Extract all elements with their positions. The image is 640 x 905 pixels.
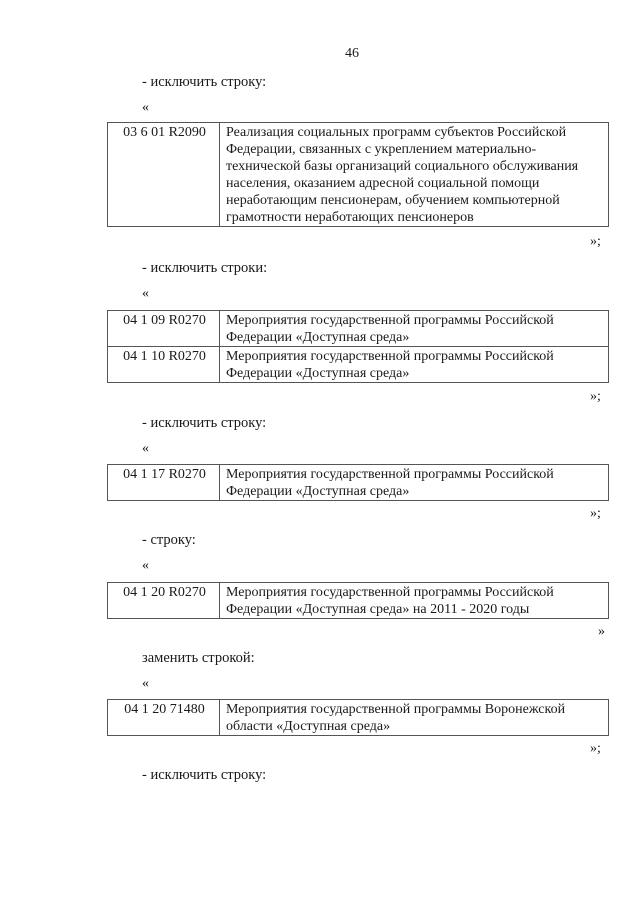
close-quote: »; xyxy=(590,741,601,756)
open-quote: « xyxy=(142,558,149,573)
budget-code: 04 1 20 R0270 xyxy=(108,583,220,619)
budget-table xyxy=(107,122,609,227)
table-row xyxy=(108,347,609,383)
close-quote: »; xyxy=(590,506,601,521)
instruction-exclude-row: - исключить строку: xyxy=(142,415,267,431)
budget-code: 03 6 01 R2090 xyxy=(108,123,220,227)
budget-description: Мероприятия государственной программы Российской Федерации «Доступная среда» xyxy=(220,311,609,347)
close-quote: »; xyxy=(590,234,601,249)
table-row xyxy=(108,123,609,227)
budget-description: Реализация социальных программ субъектов Российской Федерации, связанных с укреплением материально-технической базы организаций социального обслуживания населения, оказанием адресной социальной помощи неработающим пенсионерам, обучением компьютерной грамотности неработающих пенсионеров xyxy=(220,123,609,227)
open-quote: « xyxy=(142,676,149,691)
budget-code: 04 1 17 R0270 xyxy=(108,465,220,501)
table-row xyxy=(108,465,609,501)
instruction-exclude-rows: - исключить строки: xyxy=(142,260,268,276)
budget-code: 04 1 09 R0270 xyxy=(108,311,220,347)
page-number: 46 xyxy=(345,46,359,61)
budget-table xyxy=(107,464,609,501)
budget-table xyxy=(107,310,609,383)
close-quote: »; xyxy=(590,389,601,404)
budget-description: Мероприятия государственной программы Воронежской области «Доступная среда» xyxy=(220,700,609,736)
open-quote: « xyxy=(142,286,149,301)
instruction-exclude-row: - исключить строку: xyxy=(142,767,267,783)
close-quote: » xyxy=(598,624,605,639)
table-row xyxy=(108,700,609,736)
instruction-exclude-row: - исключить строку: xyxy=(142,74,267,90)
open-quote: « xyxy=(142,441,149,456)
budget-table xyxy=(107,699,609,736)
budget-description: Мероприятия государственной программы Российской Федерации «Доступная среда» xyxy=(220,465,609,501)
table-row xyxy=(108,583,609,619)
budget-description: Мероприятия государственной программы Российской Федерации «Доступная среда» xyxy=(220,347,609,383)
budget-description: Мероприятия государственной программы Российской Федерации «Доступная среда» на 2011 - 2020 годы xyxy=(220,583,609,619)
budget-code: 04 1 10 R0270 xyxy=(108,347,220,383)
table-row xyxy=(108,311,609,347)
budget-code: 04 1 20 71480 xyxy=(108,700,220,736)
budget-table xyxy=(107,582,609,619)
instruction-row: - строку: xyxy=(142,532,196,548)
open-quote: « xyxy=(142,100,149,115)
instruction-replace-with-row: заменить строкой: xyxy=(142,650,255,666)
